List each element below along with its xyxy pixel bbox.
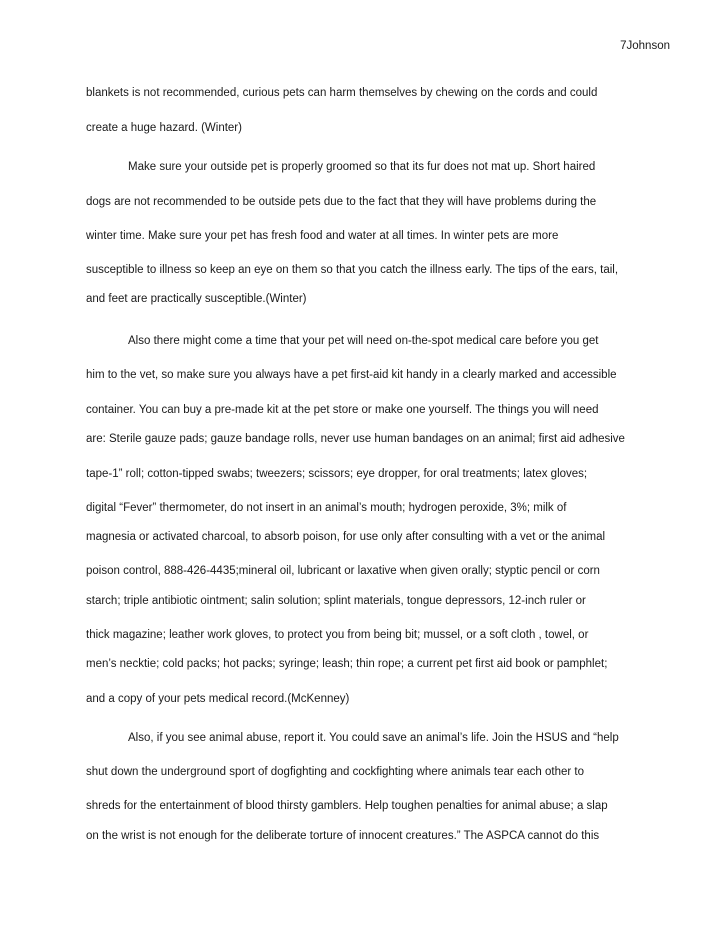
paragraph-first-line: Also there might come a time that your pet will need on-the-spot medical care before you get <box>128 335 599 347</box>
text-line: starch; triple antibiotic ointment; salin solution; splint materials, tongue depressors, 12-inch ruler or <box>86 595 586 607</box>
text-line: susceptible to illness so keep an eye on them so that you catch the illness early. The tips of the ears, tail, <box>86 264 619 276</box>
text-line: shreds for the entertainment of blood thirsty gamblers. Help toughen penalties for animal abuse; a slap <box>86 800 608 812</box>
text-line: men’s necktie; cold packs; hot packs; syringe; leash; thin rope; a current pet first aid book or pamphlet; <box>86 658 608 670</box>
text-line: digital “Fever” thermometer, do not insert in an animal’s mouth; hydrogen peroxide, 3%; milk of <box>86 502 567 514</box>
text-line: and a copy of your pets medical record.(McKenney) <box>86 693 350 705</box>
text-line: and feet are practically susceptible.(Winter) <box>86 293 307 305</box>
paragraph-first-line: Also, if you see animal abuse, report it. You could save an animal’s life. Join the HSUS and “help <box>128 732 619 744</box>
text-line: shut down the underground sport of dogfighting and cockfighting where animals tear each other to <box>86 766 585 778</box>
text-line: tape-1” roll; cotton-tipped swabs; tweezers; scissors; eye dropper, for oral treatments; latex gloves; <box>86 468 588 480</box>
text-line: are: Sterile gauze pads; gauze bandage rolls, never use human bandages on an animal; first aid adhesive <box>86 433 625 445</box>
text-line: magnesia or activated charcoal, to absorb poison, for use only after consulting with a vet or the animal <box>86 531 606 543</box>
text-line: dogs are not recommended to be outside pets due to the fact that they will have problems during the <box>86 196 597 208</box>
text-line: winter time. Make sure your pet has fresh food and water at all times. In winter pets are more <box>86 230 559 242</box>
text-line: him to the vet, so make sure you always have a pet first-aid kit handy in a clearly marked and accessible <box>86 369 617 381</box>
paragraph-first-line: Make sure your outside pet is properly groomed so that its fur does not mat up. Short haired <box>128 161 596 173</box>
text-line: container. You can buy a pre-made kit at the pet store or make one yourself. The things you will need <box>86 404 599 416</box>
text-line: blankets is not recommended, curious pets can harm themselves by chewing on the cords and could <box>86 87 598 99</box>
text-line: thick magazine; leather work gloves, to protect you from being bit; mussel, or a soft cloth , towel, or <box>86 629 589 641</box>
text-line: create a huge hazard. (Winter) <box>86 122 242 134</box>
running-head: 7Johnson <box>620 40 670 52</box>
text-line: on the wrist is not enough for the deliberate torture of innocent creatures.” The ASPCA cannot do this <box>86 830 600 842</box>
text-line: poison control, 888-426-4435;mineral oil, lubricant or laxative when given orally; styptic pencil or corn <box>86 565 600 577</box>
